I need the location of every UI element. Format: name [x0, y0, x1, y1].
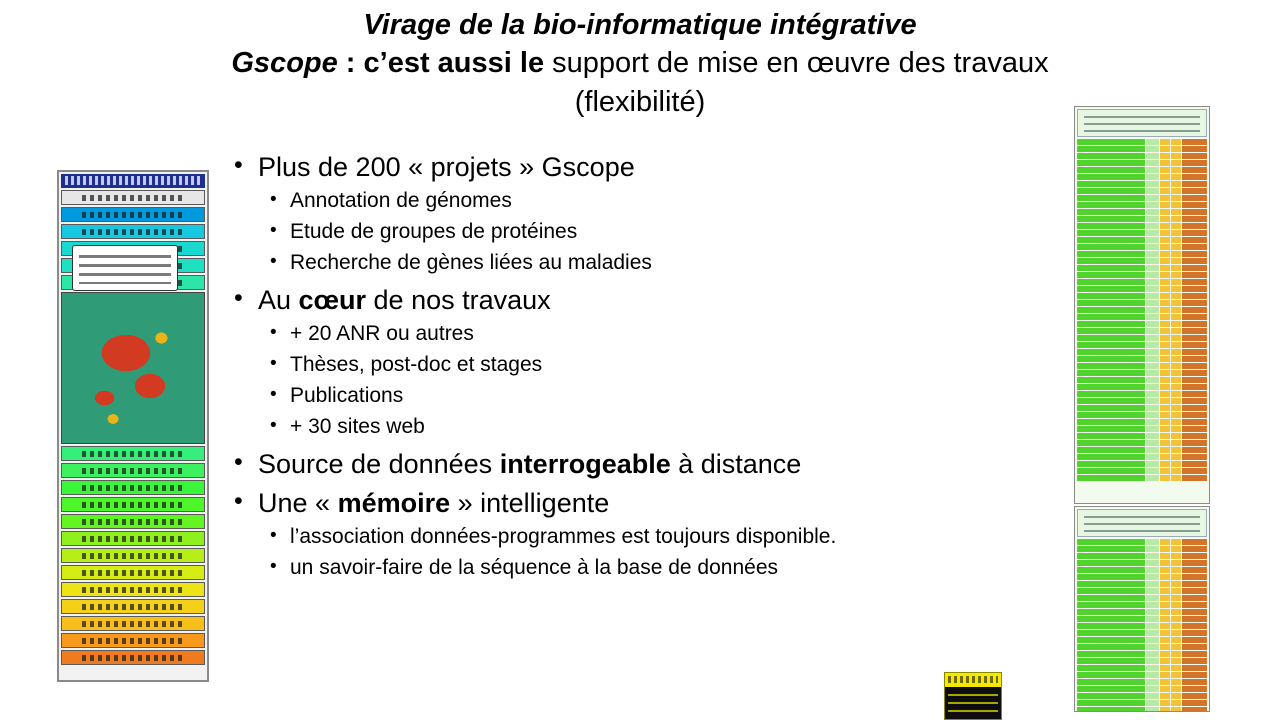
table-row [1077, 300, 1207, 306]
menu-row-text [82, 536, 184, 542]
table-row [1077, 560, 1207, 566]
sub-bullet-item: • + 30 sites web [258, 412, 1108, 443]
table-row [1077, 230, 1207, 236]
table-row [1077, 623, 1207, 629]
map-callout [72, 245, 178, 291]
table-row [1077, 440, 1207, 446]
table-row [1077, 265, 1207, 271]
table-row [1077, 447, 1207, 453]
table-row [1077, 293, 1207, 299]
table-row [1077, 153, 1207, 159]
table-rows [1077, 139, 1207, 481]
bullet-list-level2 [258, 319, 1108, 442]
menu-row-text [82, 212, 184, 218]
menu-row-text [82, 519, 184, 525]
title-line-2 [90, 44, 1190, 82]
inset-caption-text [948, 676, 998, 683]
bullet-item [228, 148, 1108, 279]
bullet-text-pre: Une « [258, 488, 338, 518]
table-rows [1077, 539, 1207, 712]
table-row [1077, 588, 1207, 594]
title-line-3: (flexibilité) [574, 85, 706, 118]
menu-row [61, 582, 205, 597]
table-row [1077, 595, 1207, 601]
gscope-results-table-screenshot-lower [1074, 506, 1210, 712]
bullet-text-post: de nos travaux [366, 284, 551, 315]
menu-row [61, 599, 205, 614]
table-row [1077, 707, 1207, 712]
table-row [1077, 160, 1207, 166]
menu-row-text [82, 655, 184, 661]
table-row [1077, 370, 1207, 376]
inset-terminal [945, 687, 1001, 720]
table-row [1077, 574, 1207, 580]
menu-row [61, 514, 205, 529]
menu-row [61, 207, 205, 222]
menu-row-text [82, 638, 184, 644]
table-row [1077, 216, 1207, 222]
table-row [1077, 546, 1207, 552]
sub-bullet-item: • un savoir-faire de la séquence à la base de données [258, 553, 1108, 584]
table-row [1077, 237, 1207, 243]
menu-row-text [82, 195, 184, 201]
table-row [1077, 307, 1207, 313]
table-row [1077, 272, 1207, 278]
table-row [1077, 468, 1207, 474]
map-callout-text [79, 252, 171, 284]
table-row [1077, 630, 1207, 636]
table-row [1077, 195, 1207, 201]
menu-row [61, 497, 205, 512]
inset-caption [945, 673, 1001, 687]
menu-row-text [82, 553, 184, 559]
menu-row [61, 616, 205, 631]
sub-bullet-item: • Thèses, post-doc et stages [258, 350, 1108, 381]
table-row [1077, 363, 1207, 369]
menu-row [61, 633, 205, 648]
menu-row [61, 480, 205, 495]
menu-row [61, 190, 205, 205]
title-gscope-word: Gscope [231, 47, 338, 80]
table-row [1077, 314, 1207, 320]
sub-bullet-item: • + 20 ANR ou autres [258, 319, 1108, 350]
menu-row [61, 650, 205, 665]
table-row [1077, 433, 1207, 439]
table-row [1077, 454, 1207, 460]
bullet-item [228, 445, 1108, 483]
table-header-text [1084, 514, 1199, 532]
table-row [1077, 665, 1207, 671]
table-row [1077, 672, 1207, 678]
table-row [1077, 146, 1207, 152]
table-row [1077, 567, 1207, 573]
table-row [1077, 202, 1207, 208]
table-row [1077, 342, 1207, 348]
menu-row-text [82, 485, 184, 491]
bullet-list-level2 [258, 186, 1108, 279]
table-row [1077, 251, 1207, 257]
bullet-text-pre: Source de données [258, 448, 500, 479]
table-row [1077, 356, 1207, 362]
table-row [1077, 391, 1207, 397]
slide-body [228, 148, 1108, 586]
table-row [1077, 209, 1207, 215]
sub-bullet-item: • Recherche de gènes liées au maladies [258, 248, 1108, 279]
table-row [1077, 286, 1207, 292]
bullet-text-post: » intelligente [450, 488, 610, 518]
menu-row [61, 446, 205, 461]
table-row [1077, 461, 1207, 467]
table-row [1077, 258, 1207, 264]
gscope-yellow-inset-screenshot [944, 672, 1002, 720]
table-row [1077, 223, 1207, 229]
table-header-text [1084, 114, 1199, 132]
bullet-text [258, 449, 801, 479]
table-row [1077, 377, 1207, 383]
menu-row-text [82, 468, 184, 474]
table-row [1077, 349, 1207, 355]
menu-row-text [82, 604, 184, 610]
inset-terminal-text [948, 691, 998, 717]
bullet-text-pre: Au [258, 284, 299, 315]
table-row [1077, 398, 1207, 404]
title-line-2-mid: : c’est aussi le [337, 47, 553, 80]
table-row [1077, 602, 1207, 608]
title-line-1: Virage de la bio-informatique intégrative [363, 9, 917, 41]
table-row [1077, 616, 1207, 622]
menu-row-text [82, 587, 184, 593]
menu-row-text [82, 229, 184, 235]
bullet-text-post: à distance [670, 448, 802, 479]
table-row [1077, 167, 1207, 173]
title-line-2-rest: support de mise en œuvre des travaux [552, 47, 1049, 80]
table-row [1077, 188, 1207, 194]
table-row [1077, 581, 1207, 587]
table-row [1077, 321, 1207, 327]
titlebar-text-glyphs [65, 176, 201, 185]
bullet-item [228, 281, 1108, 443]
table-row [1077, 539, 1207, 545]
table-row [1077, 679, 1207, 685]
genome-map-image [61, 292, 205, 444]
bullet-text-bold: cœur [298, 284, 367, 315]
table-row [1077, 700, 1207, 706]
menu-row [61, 531, 205, 546]
bullet-list-level2 [258, 522, 1108, 584]
table-row [1077, 475, 1207, 481]
menu-row-text [82, 451, 184, 457]
table-row [1077, 139, 1207, 145]
table-row [1077, 181, 1207, 187]
menu-row-text [82, 570, 184, 576]
table-row [1077, 174, 1207, 180]
bullet-text-bold: mémoire [337, 488, 451, 518]
table-row [1077, 419, 1207, 425]
gscope-results-table-screenshot [1074, 106, 1210, 504]
bullet-item [228, 484, 1108, 584]
menu-row [61, 548, 205, 563]
table-row [1077, 658, 1207, 664]
sub-bullet-item: • Annotation de génomes [258, 186, 1108, 217]
table-row [1077, 405, 1207, 411]
slide-title [90, 6, 1190, 121]
table-row [1077, 279, 1207, 285]
sub-bullet-item: • l’association données-programmes est toujours disponible. [258, 522, 1108, 553]
sub-bullet-item: • Publications [258, 381, 1108, 412]
table-row [1077, 553, 1207, 559]
bullet-list-level1 [228, 148, 1108, 584]
bullet-text [258, 488, 609, 518]
table-row [1077, 384, 1207, 390]
table-row [1077, 244, 1207, 250]
bullet-text [258, 285, 551, 315]
table-row [1077, 686, 1207, 692]
screenshot-titlebar [61, 174, 205, 188]
menu-row-text [82, 502, 184, 508]
sub-bullet-item: • Etude de groupes de protéines [258, 217, 1108, 248]
table-row [1077, 609, 1207, 615]
bullet-text-bold: interrogeable [499, 448, 671, 479]
table-header [1077, 109, 1207, 137]
table-row [1077, 328, 1207, 334]
menu-row [61, 224, 205, 239]
gscope-menu-screenshot [57, 170, 209, 682]
table-row [1077, 412, 1207, 418]
menu-row [61, 565, 205, 580]
menu-row-text [82, 621, 184, 627]
table-row [1077, 335, 1207, 341]
table-row [1077, 426, 1207, 432]
bullet-text: • Plus de 200 « projets » Gscope [258, 152, 635, 182]
table-header [1077, 509, 1207, 537]
table-row [1077, 693, 1207, 699]
table-row [1077, 644, 1207, 650]
table-row [1077, 637, 1207, 643]
menu-row [61, 463, 205, 478]
table-row [1077, 651, 1207, 657]
